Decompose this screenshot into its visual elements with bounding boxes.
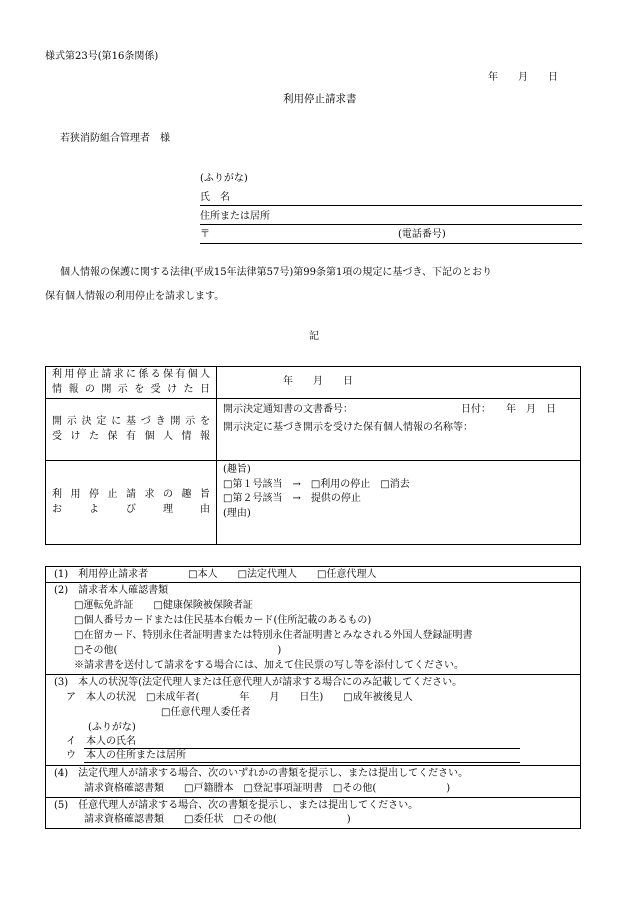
intro-line-2: 保有個人情報の利用停止を請求します。 (45, 291, 225, 302)
section4-documents: 請求資格確認書類 □戸籍謄本 □登記事項証明書 □その他( ) (84, 783, 451, 794)
header-date: 年 月 日 (488, 72, 558, 83)
section2-title: (2) 請求者本人確認書類 (54, 585, 169, 596)
document-title: 利用停止請求書 (283, 93, 357, 105)
section2-line4: □その他( ) (74, 645, 282, 656)
supplementary-box (45, 566, 581, 829)
requester-address-line (200, 224, 582, 225)
section2-line1: □運転免許証 □健康保険被保険者証 (74, 600, 253, 611)
disclosure-date-label: 利用停止請求に係る保有個人 情報の開示を受けた日 (46, 367, 217, 399)
requester-postal-line (200, 243, 582, 244)
section3-address-line (84, 762, 520, 763)
section3-name: イ 本人の氏名 (66, 736, 136, 747)
section2-line2: □個人番号カードまたは住民基本台帳カード(住所記載のあるもの) (74, 615, 372, 626)
section5-title: (5) 任意代理人が請求する場合、次の書類を提示し、または提出してください。 (54, 800, 419, 811)
postal-mark: 〒 (200, 229, 210, 240)
form-number: 様式第23号(第16条関係) (45, 51, 159, 62)
ki-mark: 記 (309, 331, 319, 342)
request-table (45, 366, 581, 545)
section3-status: ア 本人の状況 □未成年者( 年 月 日生) □成年被後見人 (66, 692, 413, 703)
section5-divider (46, 797, 580, 798)
section3-title: (3) 本人の状況等(法定代理人または任意代理人が請求する場合にのみ記載してください。 (54, 677, 463, 688)
section3-name-line (84, 748, 520, 749)
disclosed-info-value: 開示決定通知書の文書番号： 日付： 年 月 日 開示決定に基づき開示を受けた保有個人情報の名称等： (217, 399, 581, 461)
addressee: 若狭消防組合管理者 様 (60, 133, 170, 144)
requester-name-line (200, 205, 582, 206)
intro-line-1: 個人情報の保護に関する法律(平成15年法律第57号)第99条第1項の規定に基づき、下記のとおり (60, 267, 492, 278)
disclosure-date-value: 年 月 日 (217, 367, 581, 399)
phone-label: (電話番号) (398, 229, 446, 240)
requester-address-label: 住所または居所 (200, 211, 270, 222)
section5-documents: 請求資格確認書類 □委任状 □その他( ) (84, 814, 351, 825)
section3-divider (46, 674, 580, 675)
requester-name-label: 氏 名 (200, 192, 230, 203)
section4-divider (46, 765, 580, 766)
requester-furigana: (ふりがな) (200, 173, 248, 184)
section3-status-2: □任意代理人委任者 (161, 707, 251, 718)
section2-line3: □在留カード、特別永住者証明書または特別永住者証明書とみなされる外国人登録証明書 (74, 630, 473, 641)
section3-furigana: (ふりがな) (88, 722, 136, 733)
purpose-reason-label: 利用停止請求の趣旨 および理由 (46, 461, 217, 545)
section4-title: (4) 法定代理人が請求する場合、次のいずれかの書類を提示し、または提出してください。 (54, 768, 469, 779)
section2-divider (46, 582, 580, 583)
purpose-reason-value: (趣旨) □第１号該当 → □利用の停止 □消去 □第２号該当 → 提供の停止 (理由) (217, 461, 581, 545)
section3-address: ウ 本人の住所または居所 (66, 750, 186, 761)
section1-requester-type: (1) 利用停止請求者 □本人 □法定代理人 □任意代理人 (54, 569, 377, 580)
section2-note: ※請求書を送付して請求をする場合には、加えて住民票の写し等を添付してください。 (74, 660, 464, 671)
disclosed-info-label: 開示決定に基づき開示を 受けた保有個人情報 (46, 399, 217, 461)
